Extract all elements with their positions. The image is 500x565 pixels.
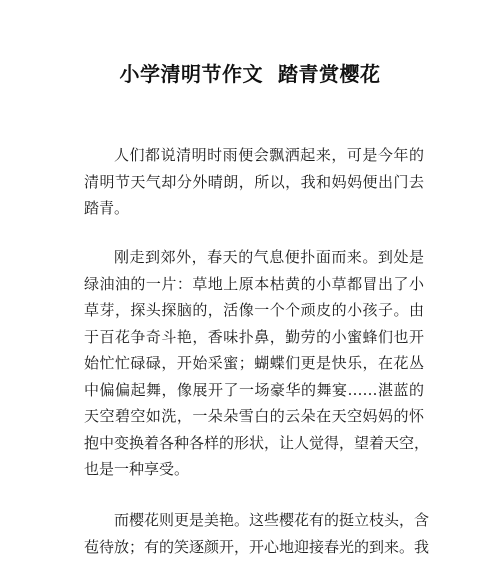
paragraph-line: 中偏偏起舞，像展开了一场豪华的舞宴……湛蓝的 [84,380,424,399]
paragraph-2 [84,244,430,483]
paragraph-line: 天空碧空如洗，一朵朵雪白的云朵在天空妈妈的怀 [84,407,424,425]
paragraph-3 [84,507,430,560]
paragraph-line: 清明节天气却分外晴朗，所以，我和妈妈便出门去 [84,172,424,191]
paragraph-line: 刚走到郊外，春天的气息便扑面而来。到处是 [114,248,424,266]
paragraph-1 [84,142,424,222]
paragraph-line: 绿油油的一片：草地上原本枯黄的小草都冒出了小 [84,274,424,293]
paragraph-line: 始忙忙碌碌，开始采蜜；蝴蝶们更是快乐，在花丛 [84,354,424,372]
paragraph-line: 抱中变换着各种各样的形状，让人觉得，望着天空， [84,433,430,452]
paragraph-line: 人们都说清明时雨便会飘洒起来，可是今年的 [114,146,424,164]
article-title: 小学清明节作文 踏青赏樱花 [119,62,381,86]
paragraph-line: 而樱花则更是美艳。这些樱花有的挺立枝头，含 [114,511,430,529]
paragraph-line: 也是一种享受。 [84,460,190,478]
paragraph-line: 苞待放；有的笑逐颜开，开心地迎接春光的到来。我 [84,537,430,556]
paragraph-line: 踏青。 [84,199,130,217]
paragraph-line: 于百花争奇斗艳，香味扑鼻，勤劳的小蜜蜂们也开 [84,327,424,346]
paragraph-line: 草芽，探头探脑的，活像一个个顽皮的小孩子。由 [84,301,424,319]
